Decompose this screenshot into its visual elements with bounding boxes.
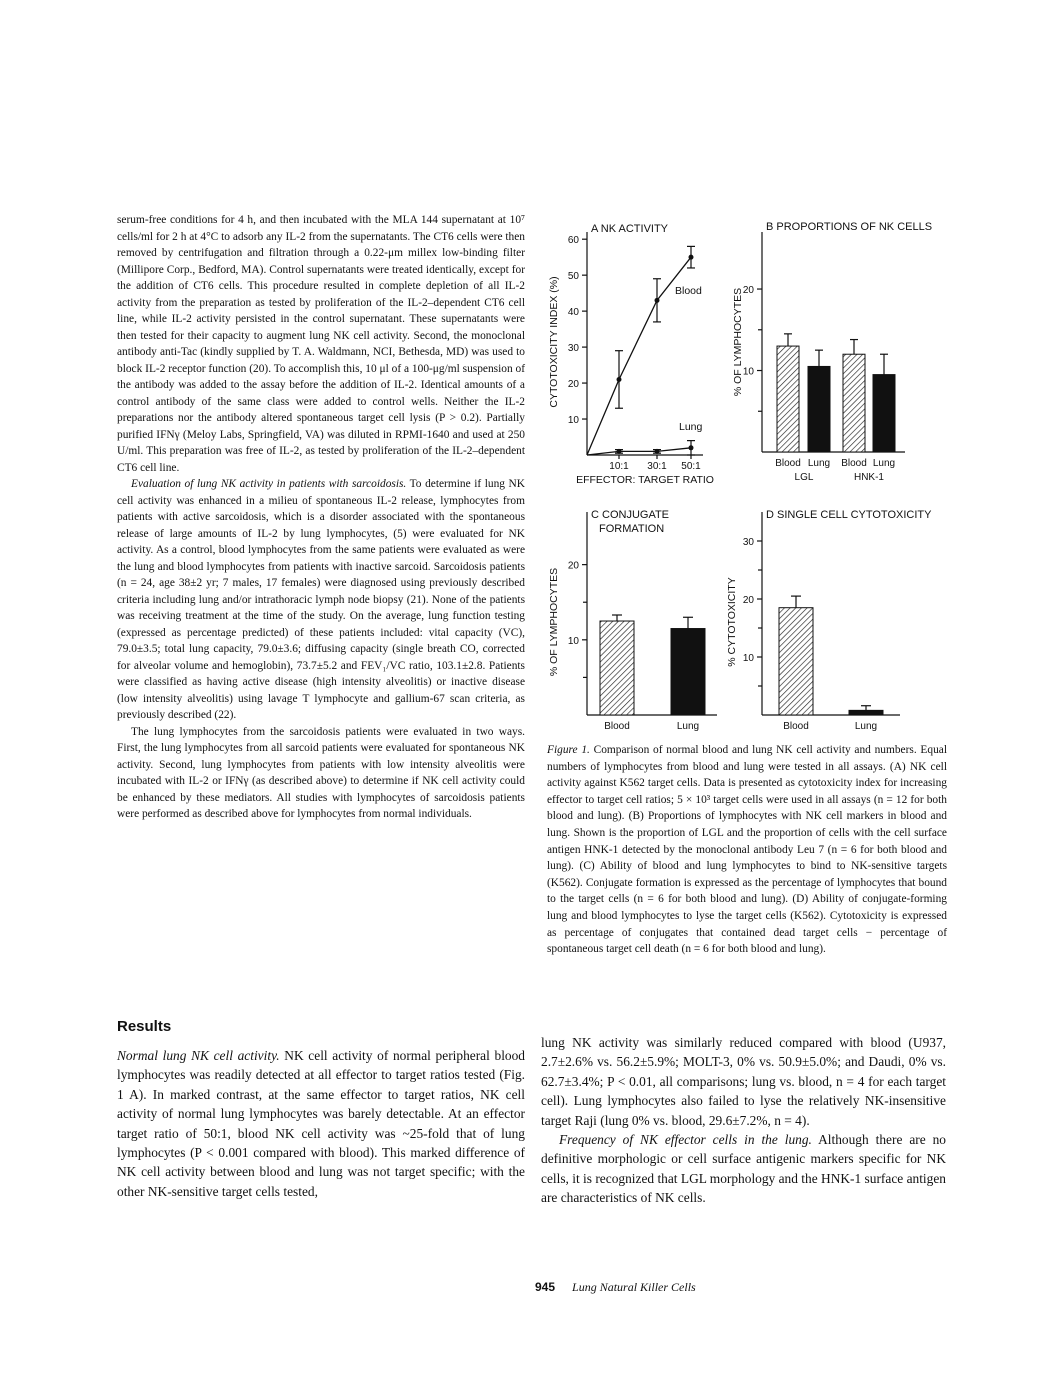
panel-b-bar-blood: [777, 346, 799, 452]
panel-a-y-tick-label: 50: [567, 271, 579, 283]
paragraph: [117, 476, 525, 724]
panel-b-x-tick-label: Blood: [775, 458, 801, 469]
paragraph: The lung lymphocytes from the sarcoidosis patients were evaluated in two ways. First, the lung lymphocytes from all sarcoid patients were evaluated for spontaneous NK activity. Second, lung lymphocytes from patients with low intensity alveolitis were incubated with IL-2 or IFNγ (as described above) to determine if NK cell activity could be enhanced by these mediators. All studies with lymphocytes of sarcoidosis patients were performed as described above for lymphocytes from normal individuals.: [117, 725, 525, 820]
paragraph: [541, 1130, 946, 1208]
panel-a-y-tick-label: 20: [567, 379, 579, 391]
results-text-continued: [541, 1033, 946, 1208]
paragraph-title: Evaluation of lung NK activity in patients with sarcoidosis.: [131, 478, 407, 490]
panel-b-x-tick-label: Lung: [807, 458, 831, 469]
panel-a-y-tick-label: 60: [567, 235, 579, 247]
panel-b-bar-lung: [873, 375, 895, 452]
results-text: [117, 1046, 525, 1201]
panel-a-y-tick-label: 30: [567, 343, 579, 355]
panel-d-y-tick-label: 30: [742, 537, 754, 548]
paragraph: serum-free conditions for 4 h, and then incubated with the MLA 144 supernatant at 10⁷ cells/ml for 2 h at 4°C to adsorb any IL-2 from the supernatants. The CT6 cells were then removed by centrifugation and filtration through a 0.22-μm millex low-binding filter (Millipore Corp., Bedford, MA). Control supernatants were treated identically, except for the addition of CT6 cells. This procedure resulted in complete depletion of all IL-2 activity from the preparation as tested by proliferation of the IL-2–dependent CT6 cell line, while IL-2 activity persisted in the control supernatant. These supernatants were then tested for their capacity to augment lung NK cell activity. Second, the monoclonal antibody anti-Tac (kindly supplied by T. A. Waldmann, NCI, Bethesda, MD) was used to block IL-2 receptor function (20). To accomplish this, 10 μl of a 100-μg/ml suspension of the antibody was added to the assay before the addition of IL-2. Identical amounts of a control antibody of the same class were added to control wells. Neither the IL-2 preparations nor the antibody altered spontaneous target cell lysis (P > 0.2). Partially purified IFNγ (Meloy Labs, Springfield, VA) was diluted in RPMI-1640 and used at 250 U/ml. This preparation was free of IL-2, as tested by proliferation of the IL-2–dependent CT6 cell line.: [117, 214, 525, 474]
page-footer: [535, 1280, 696, 1295]
figure-1: [535, 212, 955, 732]
caption-text: Comparison of normal blood and lung NK cell activity and numbers. Equal numbers of lymphocytes from blood and lung were tested in all assays. (A) NK cell activity against K562 target cells. Data is presented as cytotoxicity index for increasing effector to target cell ratios; 5 × 10³ target cells were used in all assays (n = 12 for both blood and lung). (B) Proportions of lymphocytes with NK cell markers in blood and lung. Shown is the proportion of LGL and the proportion of cells with the cell surface antigen HNK-1 detected by the monoclonal antibody Leu 7 (n = 6 for both blood and lung). (C) Ability of blood and lung lymphocytes to bind to NK-sensitive targets (K562). Conjugate formation is expressed as the percentage of lymphocytes that bound to the target cells (n = 6 for both blood and lung). (D) Ability of conjugate-forming lung and blood lymphocytes to lyse the target cells (K562). Cytotoxicity is expressed as percentage of conjugates that contained dead target cells − percentage of spontaneous target cell death (n = 6 for both blood and lung).: [547, 744, 947, 956]
panel-a-x-tick-label: 10:1: [609, 461, 629, 472]
panel-d-x-tick-label: Lung: [854, 721, 878, 732]
panel-a-y-tick-label: 40: [567, 307, 579, 319]
paragraph: [117, 1046, 525, 1201]
panel-c-x-tick-label: Blood: [604, 721, 630, 732]
panel-b-group-label: LGL: [794, 472, 814, 483]
panel-c-x-tick-label: Lung: [676, 721, 700, 732]
paragraph: lung NK activity was similarly reduced compared with blood (U937, 2.7±2.6% vs. 56.2±5.9%; MOLT-3, 0% vs. 50.9±5.0%; and Daudi, 0% vs. 62.7±3.4%; P < 0.01, all comparisons; lung vs. blood, n = 4 for each target cell). Lung lymphocytes also failed to lyse the relatively NK-insensitive target Raji (lung 0% vs. blood, 29.6±7.2%, n = 4).: [541, 1035, 946, 1128]
panel-b-x-tick-label: Blood: [841, 458, 867, 469]
panel-b-bar-lung: [808, 366, 830, 452]
panel-c-title: FORMATION: [599, 523, 665, 535]
panel-b-y-tick-label: 10: [742, 366, 754, 378]
panel-b-bar-blood: [843, 354, 865, 452]
panel-c-title: C CONJUGATE: [591, 509, 670, 521]
panel-a-series-label: Blood: [675, 285, 702, 297]
panel-b-group-label: HNK-1: [853, 472, 885, 483]
panel-c-bar-blood: [600, 621, 634, 715]
panel-b-x-tick-label: Lung: [872, 458, 896, 469]
panel-a-x-tick-label: 30:1: [647, 461, 667, 472]
paragraph-body: To determine if lung NK cell activity was enhanced in a milieu of spontaneous IL-2 release, lymphocytes from patients with active sarcoidosis, which is a disorder associated with the spontaneous release of large amounts of IL-2 by lung lymphocytes, (5) were evaluated for NK activity. As a control, blood lymphocytes from the same patients were evaluated as were the lung and blood lymphocytes from patients with inactive sarcoid. Sarcoidosis patients (n = 24, age 38±2 yr; 7 males, 17 females) were diagnosed using previously described criteria including lung and/or intrathoracic lymph node biopsy (21). None of the patients was receiving treatment at the time of the study. On the average, lung function testing (expressed as percentage predicted) of these patients included: vital capacity (VC), 79.0±3.5; total lung capacity, 79.0±3.6; diffusing capacity (single breath CO, corrected for alveolar volume and hemoglobin), 73.7±5.2 and FEV₁/VC ratio, 103.1±2.8. Patients were classified as having active disease (high intensity alveolitis) or inactive disease (low intensity alveolitis) using lavage T lymphocyte and gallium-67 scan criteria, as previously described (22).: [117, 478, 526, 721]
panel-d-bar-blood: [779, 608, 813, 715]
panel-c-y-label: % OF LYMPHOCYTES: [548, 567, 560, 677]
paragraph-title: Normal lung NK cell activity.: [117, 1048, 280, 1063]
panel-d-y-tick-label: 20: [742, 595, 754, 606]
panel-b-y-label: % OF LYMPHOCYTES: [732, 287, 744, 397]
paragraph-body: Although there are no definitive morphologic or cell surface antigenic markers specific for NK cells, it is recognized that LGL morphology and the HNK-1 surface antigen are characteristics of NK cells.: [541, 1132, 946, 1206]
page-number: 945: [535, 1280, 556, 1294]
panel-d-y-tick-label: 10: [742, 653, 754, 664]
panel-d-title: D SINGLE CELL CYTOTOXICITY: [766, 509, 932, 521]
figure-caption: [547, 742, 947, 958]
panel-b-y-tick-label: 20: [742, 285, 754, 297]
figure-label: Figure 1.: [547, 744, 590, 756]
panel-d-y-label: % CYTOTOXICITY: [726, 577, 738, 667]
panel-a-y-tick-label: 10: [567, 415, 579, 427]
panel-a-x-label: EFFECTOR: TARGET RATIO: [576, 474, 714, 486]
panel-a-y-label: CYTOTOXICITY INDEX (%): [548, 276, 560, 408]
panel-c-bar-lung: [671, 629, 705, 715]
paragraph-title: Frequency of NK effector cells in the lung.: [559, 1132, 812, 1148]
panel-d-x-tick-label: Blood: [783, 721, 809, 732]
panel-d-bar-lung: [849, 710, 883, 715]
panel-b-title: B PROPORTIONS OF NK CELLS: [766, 221, 933, 233]
running-title: Lung Natural Killer Cells: [572, 1280, 696, 1294]
panel-a-x-tick-label: 50:1: [681, 461, 701, 472]
panel-a-series-label: Lung: [679, 421, 703, 433]
results-heading: Results: [117, 1018, 172, 1035]
panel-a-title: A NK ACTIVITY: [591, 223, 669, 235]
methods-text: [117, 212, 525, 823]
panel-c-y-tick-label: 20: [567, 560, 579, 572]
paragraph-body: NK cell activity of normal peripheral blood lymphocytes was readily detected at all effector to target ratios tested (Fig. 1 A). In marked contrast, at the same effector to target ratios, NK cell activity of normal lung lymphocytes was barely detectable. At an effector target ratio of 50:1, blood NK cell activity was ~25-fold that of lung lymphocytes (P < 0.001 compared with blood). This marked difference of NK cell activity between blood and lung was not target specific; with the other NK-sensitive target cells tested,: [117, 1048, 526, 1199]
panel-c-y-tick-label: 10: [567, 635, 579, 647]
panel-a-series-lung: [587, 448, 691, 455]
